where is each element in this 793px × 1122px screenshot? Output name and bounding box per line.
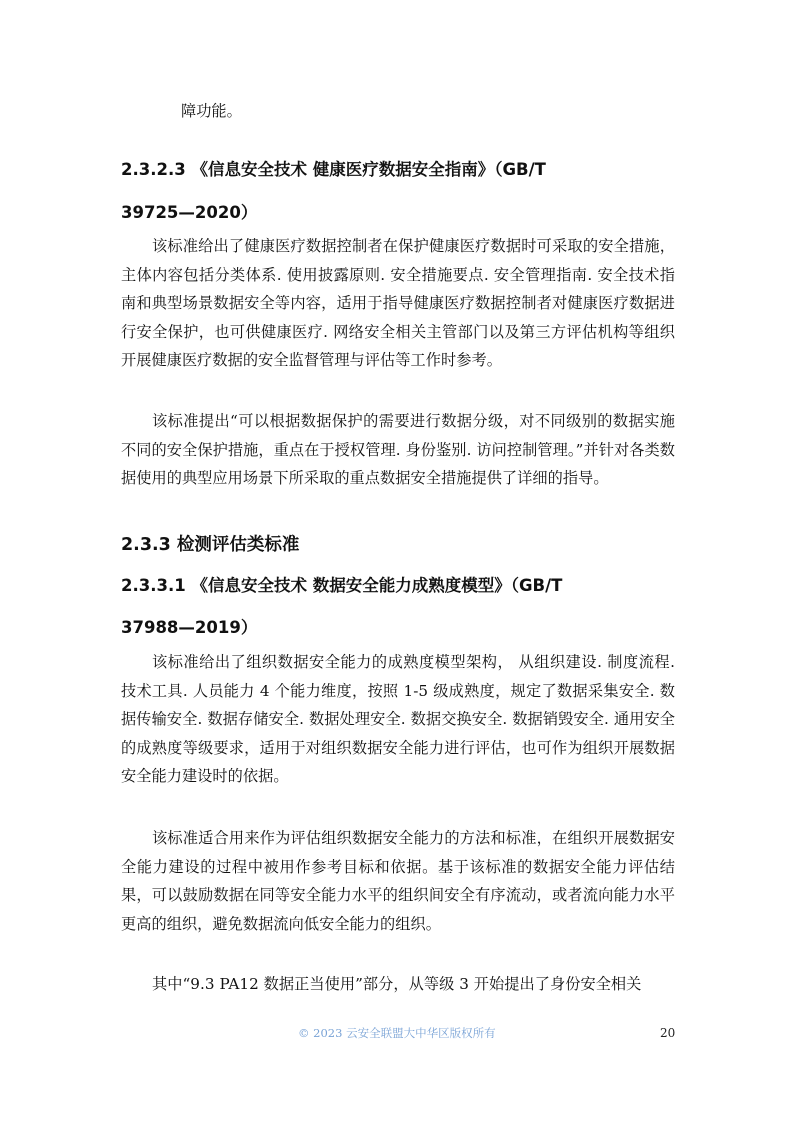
section-2-3-2-3-paragraph-1: 该标准给出了健康医疗数据控制者在保护健康医疗数据时可采取的安全措施，主体内容包括分类体系. 使用披露原则. 安全措施要点. 安全管理指南. 安全技术指南和典型场景数据安全等内容，适用于指导健康医疗数据控制者对健康医疗数据进行安全保护，也可供健康医疗. 网络安全相关主管部门以及第三方评估机构等组织开展健康医疗数据的安全监督管理与评估等工作时参考。 bbox=[121, 237, 675, 369]
section-2-3-3-1-paragraph-1: 该标准给出了组织数据安全能力的成熟度模型架构， 从组织建设. 制度流程. 技术工具. 人员能力 4 个能力维度，按照 1-5 级成熟度，规定了数据采集安全. 数据传输安全. 数据存储安全. 数据处理安全. 数据交换安全. 数据销毁安全. 通用安全的成熟度等级要求，适用于对组织数据安全能力进行评估，也可作为组织开展数据安全能力建设时的依据。 bbox=[121, 653, 675, 785]
section-2-3-3-1-heading-line1: 2.3.3.1 《信息安全技术 数据安全能力成熟度模型》（GB/T bbox=[121, 576, 563, 595]
section-2-3-3-1-paragraph-2: 该标准适合用来作为评估组织数据安全能力的方法和标准，在组织开展数据安全能力建设的过程中被用作参考目标和依据。基于该标准的数据安全能力评估结果，可以鼓励数据在同等安全能力水平的组织间安全有序流动，或者流向能力水平更高的组织，避免数据流向低安全能力的组织。 bbox=[121, 829, 675, 933]
continuation-text: 障功能。 bbox=[181, 102, 242, 120]
section-2-3-3-heading: 2.3.3 检测评估类标准 bbox=[121, 535, 300, 555]
section-2-3-2-3-heading-line2: 39725—2020） bbox=[121, 203, 258, 222]
section-2-3-3-1-paragraph-3: 其中“9.3 PA12 数据正当使用”部分，从等级 3 开始提出了身份安全相关 bbox=[152, 975, 642, 993]
section-2-3-2-3-paragraph-2: 该标准提出“可以根据数据保护的需要进行数据分级，对不同级别的数据实施不同的安全保护措施，重点在于授权管理. 身份鉴别. 访问控制管理。”并针对各类数据使用的典型应用场景下所采取的重点数据安全措施提供了详细的指导。 bbox=[121, 412, 675, 487]
page-number: 20 bbox=[660, 1026, 676, 1040]
footer-copyright: © 2023 云安全联盟大中华区版权所有 bbox=[298, 1026, 496, 1040]
section-2-3-2-3-heading-line1: 2.3.2.3 《信息安全技术 健康医疗数据安全指南》（GB/T bbox=[121, 160, 546, 179]
section-2-3-3-1-heading-line2: 37988—2019） bbox=[121, 618, 258, 637]
